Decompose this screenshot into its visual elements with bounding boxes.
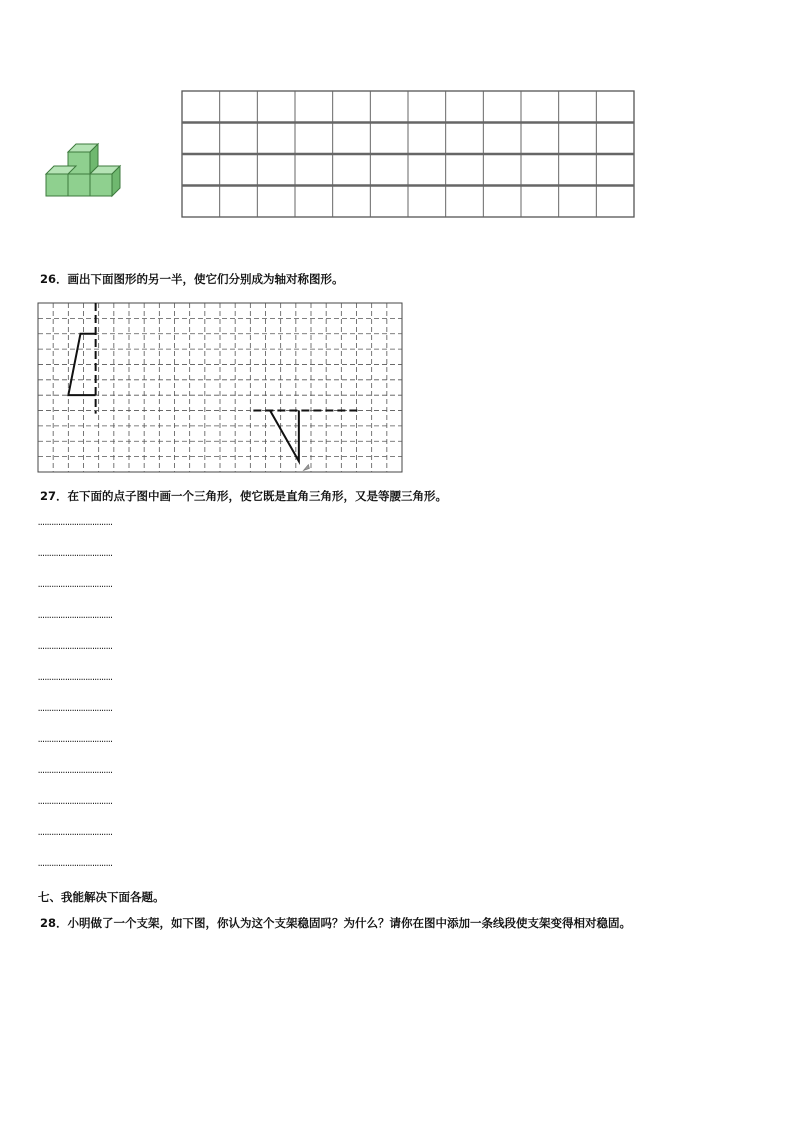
dot-row: …………………………… (38, 827, 113, 839)
stacked-cubes-figure (40, 138, 130, 204)
half-triangle (270, 411, 299, 462)
dot-row: …………………………… (38, 672, 113, 684)
answer-grid (180, 89, 636, 219)
question-27: 27．在下面的点子图中画一个三角形，使它既是直角三角形，又是等腰三角形。 (40, 489, 447, 503)
dot-row: …………………………… (38, 579, 113, 591)
question-26: 26．画出下面图形的另一半，使它们分别成为轴对称图形。 (40, 272, 344, 286)
dot-row: …………………………… (38, 765, 113, 777)
dot-row: …………………………… (38, 703, 113, 715)
dot-row: …………………………… (38, 517, 113, 529)
pen-cursor-icon (303, 464, 309, 470)
dot-row: …………………………… (38, 734, 113, 746)
question-28: 28．小明做了一个支架，如下图，你认为这个支架稳固吗？为什么？请你在图中添加一条线段使支架变得相对稳固。 (40, 916, 631, 930)
dot-row: …………………………… (38, 796, 113, 808)
dot-row: …………………………… (38, 610, 113, 622)
symmetry-dashed-grid (37, 302, 403, 474)
dot-row: …………………………… (38, 858, 113, 870)
dot-row: …………………………… (38, 641, 113, 653)
dot-row: …………………………… (38, 548, 113, 560)
section-7-heading: 七、我能解决下面各题。 (38, 890, 165, 904)
